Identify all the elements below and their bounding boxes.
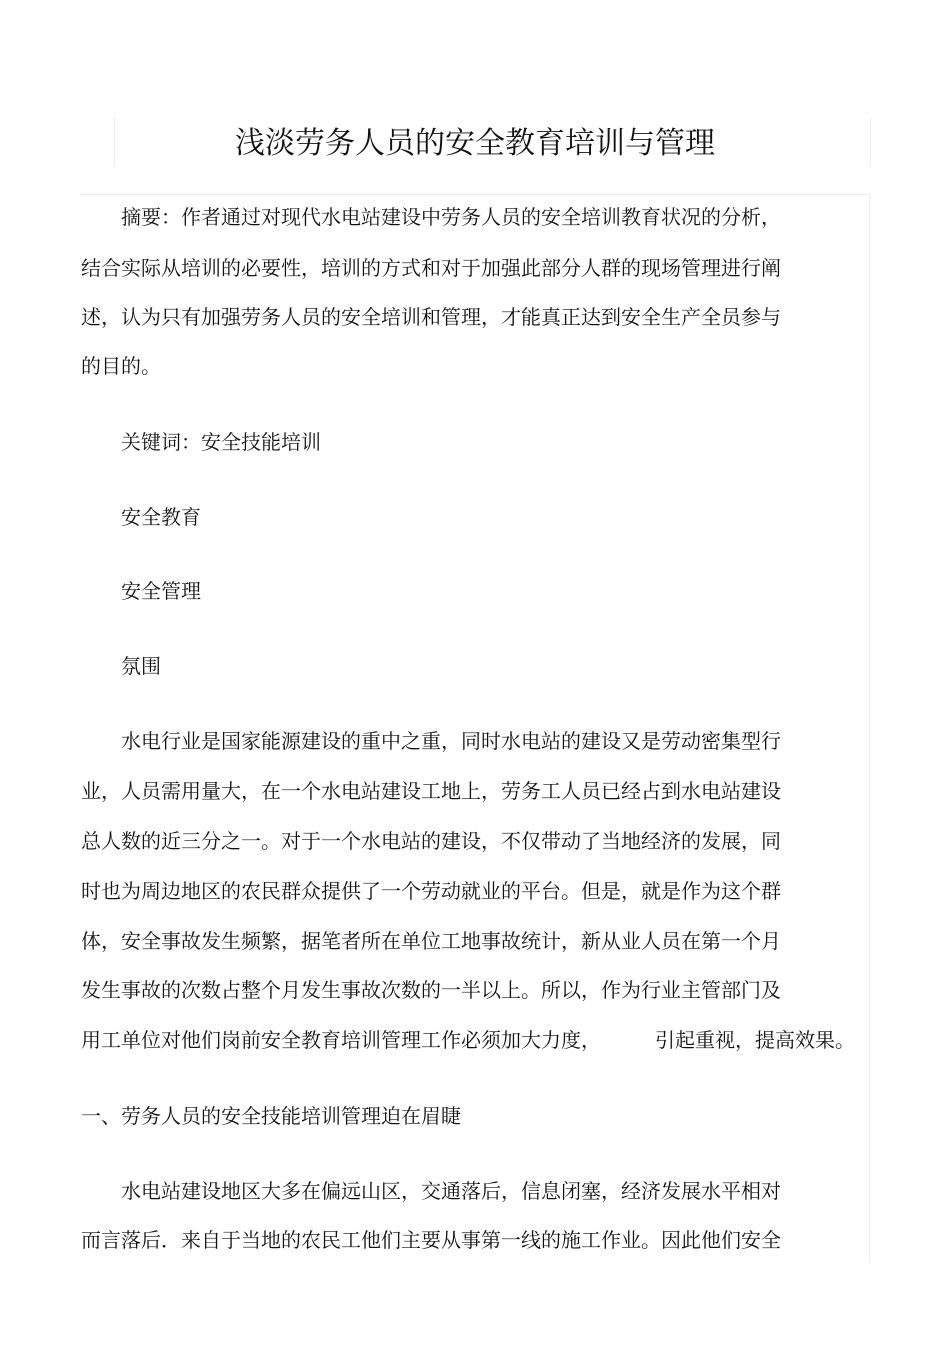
keyword-item: 氛围 <box>121 654 161 678</box>
paragraph-line: 总人数的近三分之一。对于一个水电站的建设，不仅带动了当地经济的发展，同 <box>81 829 781 853</box>
abstract-line: 摘要：作者通过对现代水电站建设中劳务人员的安全培训教育状况的分析， <box>121 205 781 229</box>
paragraph-line: 时也为周边地区的农民群众提供了一个劳动就业的平台。但是，就是作为这个群 <box>81 879 781 903</box>
keyword-item: 安全管理 <box>121 579 201 603</box>
paragraph-line: 水电行业是国家能源建设的重中之重，同时水电站的建设又是劳动密集型行 <box>121 729 781 753</box>
paragraph-line: 业，人员需用量大，在一个水电站建设工地上，劳务工人员已经占到水电站建设 <box>81 779 781 803</box>
abstract-line: 结合实际从培训的必要性，培训的方式和对于加强此部分人群的现场管理进行阐 <box>81 256 781 280</box>
paragraph-line: 引起重视，提高效果。 <box>655 1028 855 1052</box>
abstract-line: 述，认为只有加强劳务人员的安全培训和管理，才能真正达到安全生产全员参与 <box>81 305 781 329</box>
keywords-label: 关键词：安全技能培训 <box>121 430 321 454</box>
paragraph-line: 用工单位对他们岗前安全教育培训管理工作必须加大力度， <box>81 1028 601 1052</box>
paragraph-line: 体，安全事故发生频繁，据笔者所在单位工地事故统计，新从业人员在第一个月 <box>81 929 781 953</box>
paragraph-line: 水电站建设地区大多在偏远山区，交通落后，信息闭塞，经济发展水平相对 <box>121 1179 781 1203</box>
paragraph-line: 发生事故的次数占整个月发生事故次数的一半以上。所以，作为行业主管部门及 <box>81 978 781 1002</box>
abstract-line: 的目的。 <box>81 354 161 378</box>
section-heading: 一、劳务人员的安全技能培训管理迫在眉睫 <box>81 1104 461 1128</box>
document-title: 浅淡劳务人员的安全教育培训与管理 <box>235 126 715 161</box>
paragraph-line: 而言落后．来自于当地的农民工他们主要从事第一线的施工作业。因此他们安全 <box>81 1228 781 1252</box>
keyword-item: 安全教育 <box>121 505 201 529</box>
